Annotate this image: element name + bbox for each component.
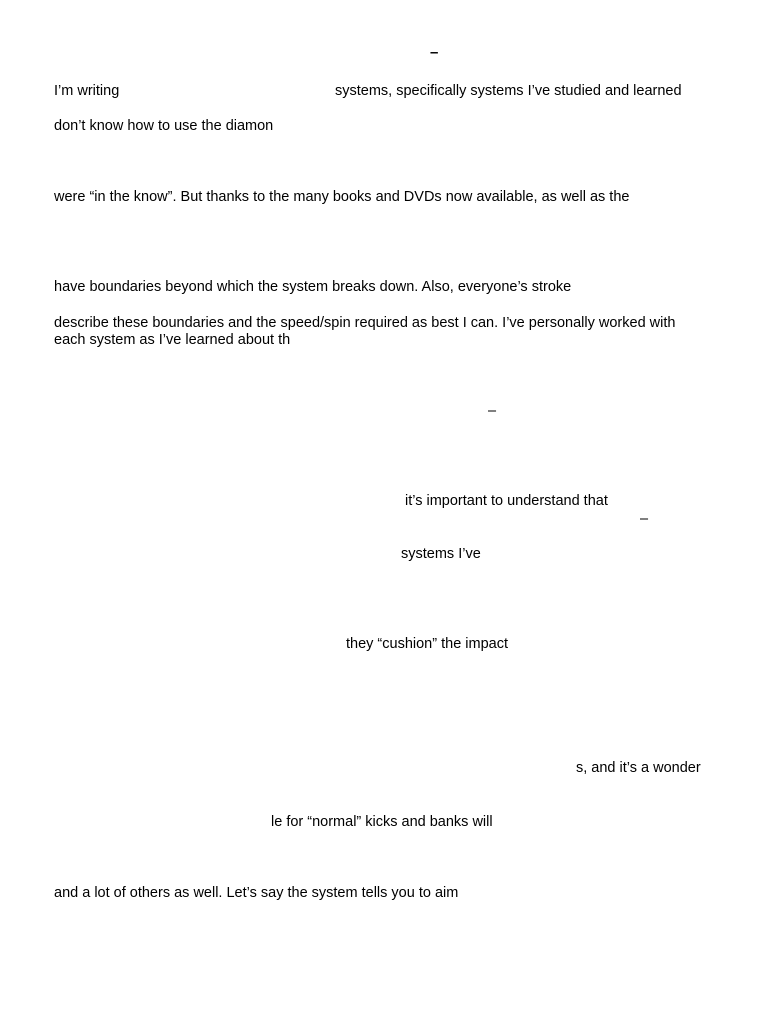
text-fragment: systems I’ve [401,546,481,562]
text-fragment: le for “normal” kicks and banks will [271,814,493,830]
text-fragment: they “cushion” the impact [346,636,508,652]
text-fragment: and a lot of others as well. Let’s say the system tells you to aim [54,885,459,901]
text-fragment: I’m writing [54,83,120,99]
text-fragment: each system as I’ve learned about th [54,332,291,348]
text-fragment: don’t know how to use the diamon [54,118,274,134]
text-fragment: have boundaries beyond which the system breaks down. Also, everyone’s stroke [54,279,572,295]
dash-fragment: – [640,511,649,527]
text-fragment: were “in the know”. But thanks to the many books and DVDs now available, as well as the [54,189,630,205]
text-fragment: it’s important to understand that [405,493,608,509]
text-fragment: s, and it’s a wonder [576,760,701,776]
text-fragment: systems, specifically systems I’ve studied and learned [335,83,682,99]
dash-fragment: – [488,403,497,419]
text-fragment: describe these boundaries and the speed/spin required as best I can. I’ve personally worked with [54,315,676,331]
title-dash: – [430,44,439,61]
